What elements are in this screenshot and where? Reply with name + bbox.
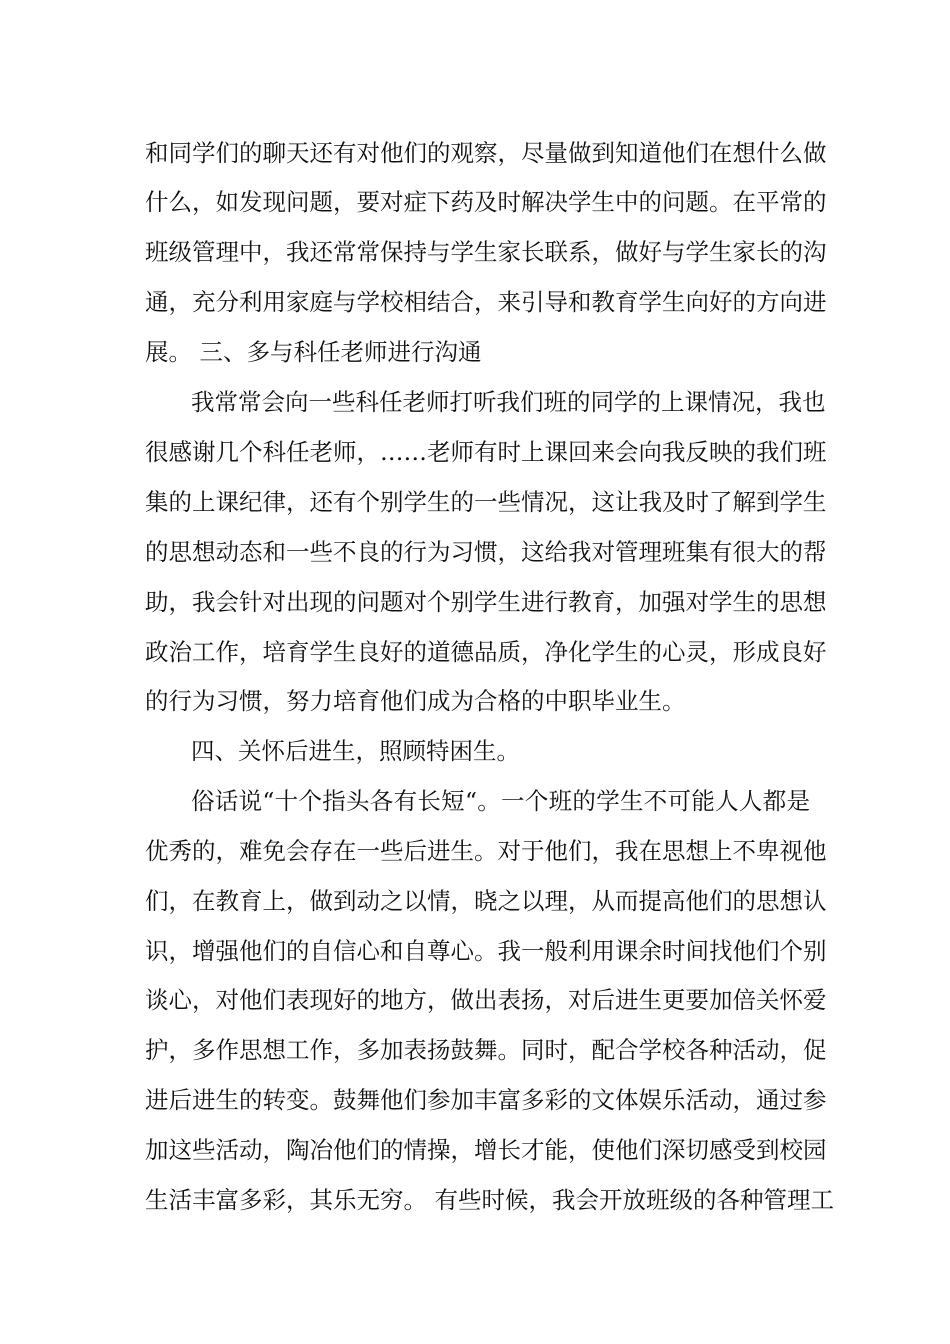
section-heading: 四、关怀后进生，照顾特困生。 <box>191 737 520 765</box>
text-line: 什么，如发现问题，要对症下药及时解决学生中的问题。在平常的 <box>145 188 827 216</box>
text-line: 识，增强他们的自信心和自尊心。我一般利用课余时间找他们个别 <box>145 937 827 965</box>
text-line: 的行为习惯，努力培育他们成为合格的中职毕业生。 <box>145 687 686 715</box>
section-heading-line: 展。 三、多与科任老师进行沟通 <box>145 338 482 366</box>
text-line: 很感谢几个科任老师，……老师有时上课回来会向我反映的我们班 <box>145 438 827 466</box>
text-line: 通，充分利用家庭与学校相结合，来引导和教育学生向好的方向进 <box>145 288 827 316</box>
text-line: 政治工作，培育学生良好的道德品质，净化学生的心灵，形成良好 <box>145 638 827 666</box>
text-line: 护，多作思想工作，多加表扬鼓舞。同时，配合学校各种活动，促 <box>145 1036 827 1064</box>
text-line: 班级管理中，我还常常保持与学生家长联系，做好与学生家长的沟 <box>145 238 827 266</box>
text-line: 集的上课纪律，还有个别学生的一些情况，这让我及时了解到学生 <box>145 488 827 516</box>
paragraph-first-line: 我常常会向一些科任老师打听我们班的同学的上课情况，我也 <box>191 388 826 416</box>
paragraph-first-line: 俗话说“十个指头各有长短“。一个班的学生不可能人人都是 <box>191 787 810 815</box>
text-line: 进后进生的转变。鼓舞他们参加丰富多彩的文体娱乐活动，通过参 <box>145 1086 827 1114</box>
text-line: 谈心，对他们表现好的地方，做出表扬，对后进生更要加倍关怀爱 <box>145 986 827 1014</box>
text-line: 们，在教育上，做到动之以情，晓之以理，从而提高他们的思想认 <box>145 887 827 915</box>
text-line: 的思想动态和一些不良的行为习惯，这给我对管理班集有很大的帮 <box>145 538 827 566</box>
text-line: 助，我会针对出现的问题对个别学生进行教育，加强对学生的思想 <box>145 588 827 616</box>
text-line: 加这些活动，陶冶他们的情操，增长才能，使他们深切感受到校园 <box>145 1136 827 1164</box>
text-line: 和同学们的聊天还有对他们的观察，尽量做到知道他们在想什么做 <box>145 139 827 167</box>
text-line: 生活丰富多彩，其乐无穷。 有些时候，我会开放班级的各种管理工 <box>145 1186 834 1214</box>
text-line: 优秀的，难免会存在一些后进生。对于他们，我在思想上不卑视他 <box>145 837 827 865</box>
